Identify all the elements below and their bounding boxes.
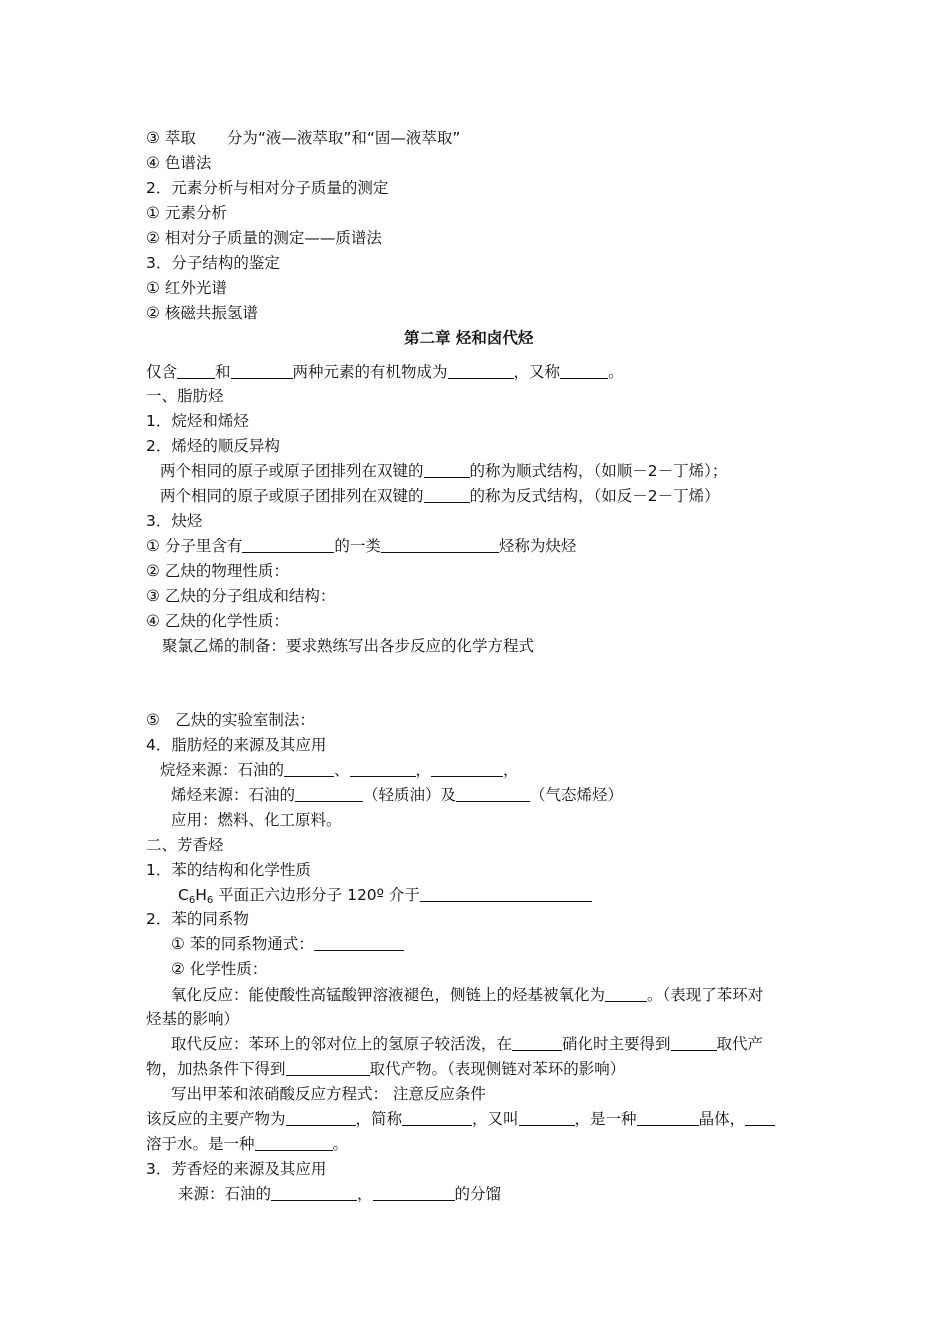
fill-blank[interactable] — [424, 462, 470, 478]
fill-blank[interactable] — [560, 363, 608, 379]
section-heading: 二、芳香烃 — [146, 836, 224, 854]
text-line: 烃基的影响） — [146, 1010, 240, 1028]
text: ， — [357, 1185, 373, 1203]
text: 该反应的主要产物为 — [146, 1110, 286, 1128]
text-line: ③ 乙炔的分子组成和结构： — [146, 587, 336, 605]
text-line — [160, 461, 727, 481]
fill-blank[interactable] — [242, 537, 334, 553]
fill-blank[interactable] — [448, 363, 514, 379]
fill-blank[interactable] — [350, 761, 416, 777]
fill-blank[interactable] — [519, 1110, 575, 1126]
text: C — [178, 886, 189, 904]
fill-blank[interactable] — [373, 1185, 455, 1201]
text-line — [171, 785, 623, 805]
fill-blank[interactable] — [381, 537, 499, 553]
text-line — [146, 362, 624, 382]
text: 的分馏 — [454, 1185, 502, 1203]
fill-blank[interactable] — [637, 1110, 699, 1126]
text: ① 苯的同系物通式： — [171, 935, 314, 953]
section-heading: 一、脂肪烃 — [146, 387, 224, 405]
fill-blank[interactable] — [424, 487, 470, 503]
text: 取代反应：苯环上的邻对位上的氢原子较活泼，在 — [171, 1035, 513, 1053]
formula-line — [178, 885, 592, 911]
text: （气态烯烃） — [530, 786, 624, 804]
text-line: 2．苯的同系物 — [146, 910, 249, 928]
text: ① 分子里含有 — [146, 537, 243, 555]
text-line — [160, 760, 519, 780]
text: 。（表现了苯环对 — [647, 986, 764, 1004]
text: 取代产 — [716, 1035, 764, 1053]
text: 来源：石油的 — [178, 1185, 272, 1203]
text: 两个相同的原子或原子团排列在双键的 — [160, 462, 424, 480]
fill-blank[interactable] — [431, 761, 503, 777]
text-line: ④ 乙炔的化学性质： — [146, 612, 289, 630]
text-line: ③ 萃取 分为“液—液萃取”和“固—液萃取” — [146, 129, 461, 147]
text-line: 1．烷烃和烯烃 — [146, 412, 249, 430]
text-line — [171, 934, 404, 954]
text-line: ② 核磁共振氢谱 — [146, 304, 258, 322]
fill-blank[interactable] — [284, 761, 334, 777]
text: 溶于水。是一种 — [146, 1135, 255, 1153]
text: 。 — [608, 363, 624, 381]
text: 仅含 — [146, 363, 178, 381]
text-line: 2．烯烃的顺反异构 — [146, 437, 280, 455]
subscript: 6 — [188, 895, 196, 906]
text-line: ⑤ 乙炔的实验室制法： — [146, 711, 315, 729]
text: ，简称 — [355, 1110, 403, 1128]
text-line — [171, 1034, 763, 1054]
fill-blank[interactable] — [402, 1110, 472, 1126]
text-line: ④ 色谱法 — [146, 154, 212, 172]
fill-blank[interactable] — [420, 886, 592, 902]
fill-blank[interactable] — [745, 1110, 775, 1126]
text: ，又称 — [513, 363, 561, 381]
text: 氧化反应：能使酸性高锰酸钾溶液褪色，侧链上的烃基被氧化为 — [171, 986, 606, 1004]
text: 平面正六边形分子 120º 介于 — [213, 886, 420, 904]
text-line — [178, 1184, 501, 1204]
text: 物，加热条件下得到 — [146, 1060, 286, 1078]
text: 和 — [215, 363, 231, 381]
text: 烷烃来源：石油的 — [160, 761, 285, 779]
text: （轻质油）及 — [363, 786, 457, 804]
fill-blank[interactable] — [231, 363, 293, 379]
text-line — [160, 486, 720, 506]
text-line — [146, 1059, 625, 1079]
fill-blank[interactable] — [255, 1135, 333, 1151]
text-line: ② 相对分子质量的测定——质谱法 — [146, 229, 382, 247]
text-line: ① 元素分析 — [146, 204, 227, 222]
fill-blank[interactable] — [512, 1035, 562, 1051]
text: ，是一种 — [574, 1110, 637, 1128]
text: H — [195, 886, 207, 904]
text: 硝化时主要得到 — [562, 1035, 671, 1053]
text-line: ② 乙炔的物理性质： — [146, 562, 289, 580]
text-line: 写出甲苯和浓硝酸反应方程式： 注意反应条件 — [171, 1085, 486, 1103]
text-line: 3．分子结构的鉴定 — [146, 254, 280, 272]
text-line: 1．苯的结构和化学性质 — [146, 861, 311, 879]
subscript: 6 — [206, 895, 214, 906]
fill-blank[interactable] — [271, 1185, 357, 1201]
fill-blank[interactable] — [295, 786, 363, 802]
text-line: 4．脂肪烃的来源及其应用 — [146, 736, 327, 754]
fill-blank[interactable] — [286, 1060, 370, 1076]
text: 两种元素的有机物成为 — [292, 363, 448, 381]
text: 晶体， — [698, 1110, 746, 1128]
text-line: 2．元素分析与相对分子质量的测定 — [146, 179, 389, 197]
fill-blank[interactable] — [286, 1110, 356, 1126]
fill-blank[interactable] — [605, 986, 647, 1002]
fill-blank[interactable] — [671, 1035, 717, 1051]
fill-blank[interactable] — [314, 935, 404, 951]
text-line — [146, 1134, 348, 1154]
chapter-title: 第二章 烃和卤代烃 — [404, 329, 534, 347]
text: 取代产物。（表现侧链对苯环的影响） — [369, 1060, 626, 1078]
text: 、 — [334, 761, 350, 779]
text: 烃称为炔烃 — [498, 537, 577, 555]
text-line: 3．炔烃 — [146, 512, 203, 530]
text-line — [171, 985, 763, 1005]
text-line: ② 化学性质： — [171, 960, 268, 978]
text: 的称为顺式结构，（如顺－2－丁烯）； — [469, 462, 728, 480]
text: 。 — [332, 1135, 349, 1153]
text: 烯烃来源：石油的 — [171, 786, 296, 804]
text-line — [146, 536, 576, 556]
text: ， — [415, 761, 432, 779]
text-line: 应用：燃料、化工原料。 — [171, 811, 342, 829]
text: 两个相同的原子或原子团排列在双键的 — [160, 487, 424, 505]
text-line: ① 红外光谱 — [146, 279, 227, 297]
fill-blank[interactable] — [177, 363, 215, 379]
text: ，又叫 — [472, 1110, 519, 1128]
text: 的一类 — [334, 537, 381, 555]
text-line: 聚氯乙烯的制备：要求熟练写出各步反应的化学方程式 — [162, 637, 535, 655]
text-line: 3．芳香烃的来源及其应用 — [146, 1160, 327, 1178]
text: ， — [503, 761, 519, 779]
text-line — [146, 1109, 775, 1129]
fill-blank[interactable] — [456, 786, 530, 802]
text: 的称为反式结构，（如反－2－丁烯） — [469, 487, 720, 505]
